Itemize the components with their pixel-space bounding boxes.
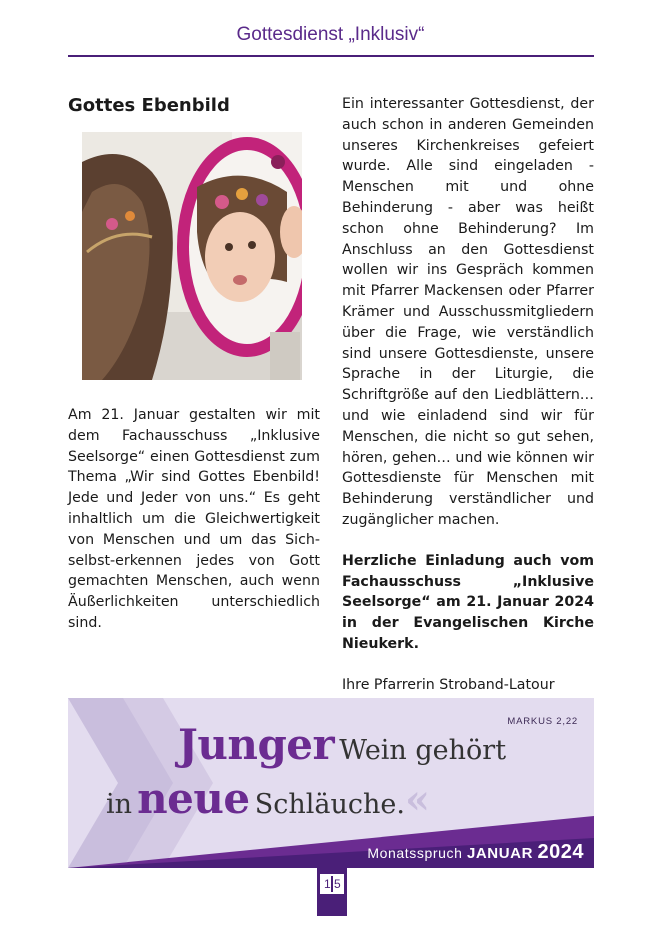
page-number-separator — [331, 876, 333, 892]
verse-word-neue: neue — [137, 774, 250, 823]
closing-quote-mark: « — [404, 776, 430, 823]
verse-reference: MARKUS 2,22 — [507, 716, 578, 727]
article-left-column: Am 21. Januar gestalten wir mit dem Fachausschuss „Inklusive Seelsorge“ einen Gottesdienst zum Thema „Wir sind Gottes Ebenbild! Jede und Jeder von uns.“ Es geht inhaltlich um die Gleichwertigkeit von Menschen und um das Sich-selbst-erkennen jedes von Gott gemachten Menschen, auch wenn Äußerlichkeiten unterschiedlich sind. — [68, 407, 320, 631]
article-title: Gottes Ebenbild — [68, 95, 230, 116]
verse-line-2 — [106, 774, 430, 823]
signature: Ihre Pfarrerin Stroband-Latour — [342, 676, 555, 693]
footer-year: 2024 — [537, 841, 584, 863]
verse-line-1 — [178, 720, 506, 769]
footer-label: Monatsspruch — [367, 845, 463, 861]
footer-month: JANUAR — [466, 845, 534, 862]
girl-with-mirror-illustration — [82, 132, 302, 380]
header-divider — [68, 55, 594, 57]
monthly-verse-banner — [68, 698, 594, 868]
page-header-title: Gottesdienst „Inklusiv“ — [236, 24, 425, 45]
verse-words-line2: Schläuche. — [254, 789, 405, 820]
page-number-box — [320, 874, 344, 894]
article-right-column — [342, 94, 594, 696]
verse-words-line1: Wein gehört — [339, 735, 507, 766]
verse-word-junger: Junger — [178, 720, 335, 769]
page-number-digit-2: 5 — [334, 877, 341, 891]
banner-footer — [367, 841, 584, 864]
verse-word-in: in — [106, 789, 133, 820]
article-body-text: Ein interessanter Gottesdienst, der auch schon in anderen Gemeinden unseres Kirchenkreises gefeiert wurde. Alle sind eingeladen - Menschen mit und ohne Behinderung - aber was heißt schon ohne Behinderung? Im Anschluss an den Gottesdienst wollen wir ins Gespräch kommen mit Pfarrer Mackensen oder Pfarrer Krämer und Ausschussmitgliedern über die Frage, wie verständlich sind unsere Gottesdienste, unsere Sprache in der Liturgie, die Schriftgröße auf den Liedblättern… und wie einladend sind wir für Menschen, die nicht so gut sehen, hören, gehen… und wie können wir Gottesdienste für Menschen mit Behinderung verständlicher und zugänglicher machen. — [342, 96, 594, 528]
invitation-text: Herzliche Einladung auch vom Fachausschuss „Inklusive Seelsorge“ am 21. Januar 2024 in der Evangelischen Kirche Nieukerk. — [342, 552, 594, 652]
page-number-digit-1: 1 — [324, 877, 331, 891]
article-photo — [82, 132, 302, 380]
